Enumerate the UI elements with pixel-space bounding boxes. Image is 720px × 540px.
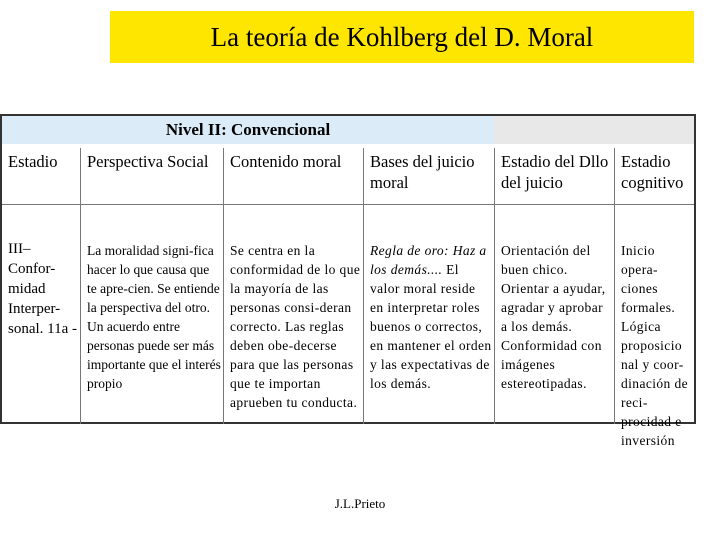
level-cell [2, 116, 494, 144]
golden-rule-text: Regla de oro: Haz a los demás.... [370, 243, 487, 277]
header-perspectiva: Perspectiva Social [87, 152, 209, 171]
slide-title [110, 11, 694, 63]
column-contenido [224, 146, 363, 422]
cell-estadio-dllo: Orientación del buen chico. Orientar a ayudar, agradar y aprobar a los demás. Conformidad con imágenes estereotipadas. [501, 243, 606, 391]
author-footer: J.L.Prieto [334, 496, 386, 511]
column-estadio-cognitivo [615, 146, 694, 448]
header-estadio-dllo: Estadio del Dllo del juicio [501, 152, 609, 192]
header-estadio: Estadio [8, 152, 58, 171]
header-estadio-cognitivo: Estadio cognitivo [621, 152, 684, 192]
cell-perspectiva: La moralidad signi-fica hacer lo que causa que te apre-cien. Se entiende la perspectiva del otro. Un acuerdo entre personas puede ser más importante que el interés propio [87, 243, 221, 391]
header-contenido: Contenido moral [230, 152, 342, 171]
header-bases: Bases del juicio moral [370, 152, 475, 192]
cell-estadio: III– Confor-midad Interper-sonal. 11a - [8, 241, 78, 337]
cell-bases [370, 241, 492, 393]
column-estadio [2, 146, 80, 422]
level-row [2, 116, 694, 144]
column-bases [364, 146, 494, 422]
kohlberg-table [0, 114, 696, 448]
cell-contenido: Se centra en la conformidad de lo que la mayoría de las personas consi-deran correcto. Las reglas deben obe-decerse para que las personas que te importan aprueben tu conducta. [230, 243, 361, 410]
level-label: Nivel II: Convencional [165, 120, 331, 139]
column-perspectiva [81, 146, 223, 422]
bases-text: El valor moral reside en interpretar roles buenos o correctos, en mantener el orden y las expectativas de los demás. [370, 262, 492, 391]
column-estadio-dllo [495, 146, 614, 422]
slide-title-text: La teoría de Kohlberg del D. Moral [210, 21, 594, 52]
cell-estadio-cognitivo: Inicio opera-ciones formales. Lógica proposicio nal y coor-dinación de reci-procidad e inversión [621, 243, 689, 448]
